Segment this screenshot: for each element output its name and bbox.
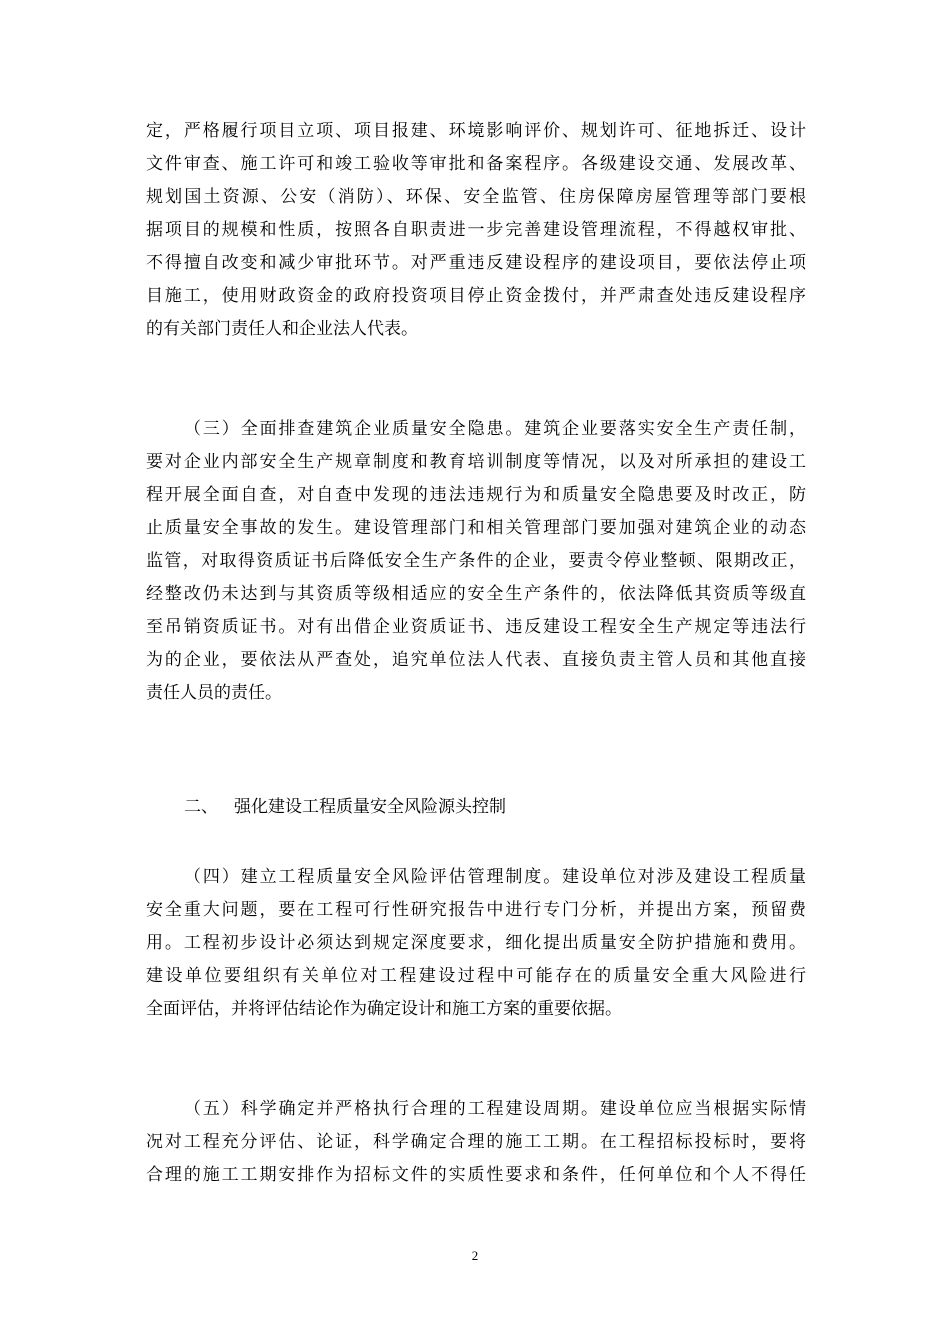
paragraph-line: 文件审查、施工许可和竣工验收等审批和备案程序。各级建设交通、发展改革、 — [146, 154, 806, 174]
section-heading — [184, 791, 506, 824]
paragraph-line: 的有关部门责任人和企业法人代表。 — [146, 319, 418, 339]
paragraph-line: 经整改仍未达到与其资质等级相适应的安全生产条件的，依法降低其资质等级直 — [146, 584, 806, 604]
section-heading-title: 强化建设工程质量安全风险源头控制 — [234, 797, 506, 817]
paragraph-line: 至吊销资质证书。对有出借企业资质证书、违反建设工程安全生产规定等违法行 — [146, 617, 806, 637]
paragraph-line: （三）全面排查建筑企业质量安全隐患。建筑企业要落实安全生产责任制， — [184, 419, 806, 439]
paragraph-line: 定，严格履行项目立项、项目报建、环境影响评价、规划许可、征地拆迁、设计 — [146, 121, 806, 141]
paragraph-line: 程开展全面自查，对自查中发现的违法违规行为和质量安全隐患要及时改正，防 — [146, 485, 806, 505]
paragraph-construction-procedure — [146, 115, 806, 346]
section-heading-number: 二、 — [184, 797, 218, 817]
paragraph-line: （四）建立工程质量安全风险评估管理制度。建设单位对涉及建设工程质量 — [184, 867, 806, 887]
paragraph-line: 监管，对取得资质证书后降低安全生产条件的企业，要责令停业整顿、限期改正， — [146, 551, 806, 571]
paragraph-line: 全面评估，并将评估结论作为确定设计和施工方案的重要依据。 — [146, 999, 622, 1019]
paragraph-line: 据项目的规模和性质，按照各自职责进一步完善建设管理流程，不得越权审批、 — [146, 220, 806, 240]
paragraph-item-4 — [146, 861, 806, 1026]
paragraph-line: 目施工，使用财政资金的政府投资项目停止资金拨付，并严肃查处违反建设程序 — [146, 286, 806, 306]
paragraph-line: 为的企业，要依法从严查处，追究单位法人代表、直接负责主管人员和其他直接 — [146, 650, 806, 670]
paragraph-line: 况对工程充分评估、论证，科学确定合理的施工工期。在工程招标投标时，要将 — [146, 1132, 806, 1152]
paragraph-item-3 — [146, 413, 806, 710]
paragraph-line: 安全重大问题，要在工程可行性研究报告中进行专门分析，并提出方案，预留费 — [146, 900, 806, 920]
paragraph-line: 要对企业内部安全生产规章制度和教育培训制度等情况，以及对所承担的建设工 — [146, 452, 806, 472]
paragraph-line: 用。工程初步设计必须达到规定深度要求，细化提出质量安全防护措施和费用。 — [146, 933, 806, 953]
paragraph-line: 规划国土资源、公安（消防）、环保、安全监管、住房保障房屋管理等部门要根 — [146, 187, 806, 207]
paragraph-line: 建设单位要组织有关单位对工程建设过程中可能存在的质量安全重大风险进行 — [146, 966, 806, 986]
paragraph-item-5 — [146, 1093, 806, 1192]
paragraph-line: （五）科学确定并严格执行合理的工程建设周期。建设单位应当根据实际情 — [184, 1099, 806, 1119]
page-number: 2 — [471, 1248, 479, 1263]
paragraph-line: 责任人员的责任。 — [146, 683, 282, 703]
paragraph-line: 不得擅自改变和减少审批环节。对严重违反建设程序的建设项目，要依法停止项 — [146, 253, 806, 273]
paragraph-line: 合理的施工工期安排作为招标文件的实质性要求和条件，任何单位和个人不得任 — [146, 1165, 806, 1185]
paragraph-line: 止质量安全事故的发生。建设管理部门和相关管理部门要加强对建筑企业的动态 — [146, 518, 806, 538]
